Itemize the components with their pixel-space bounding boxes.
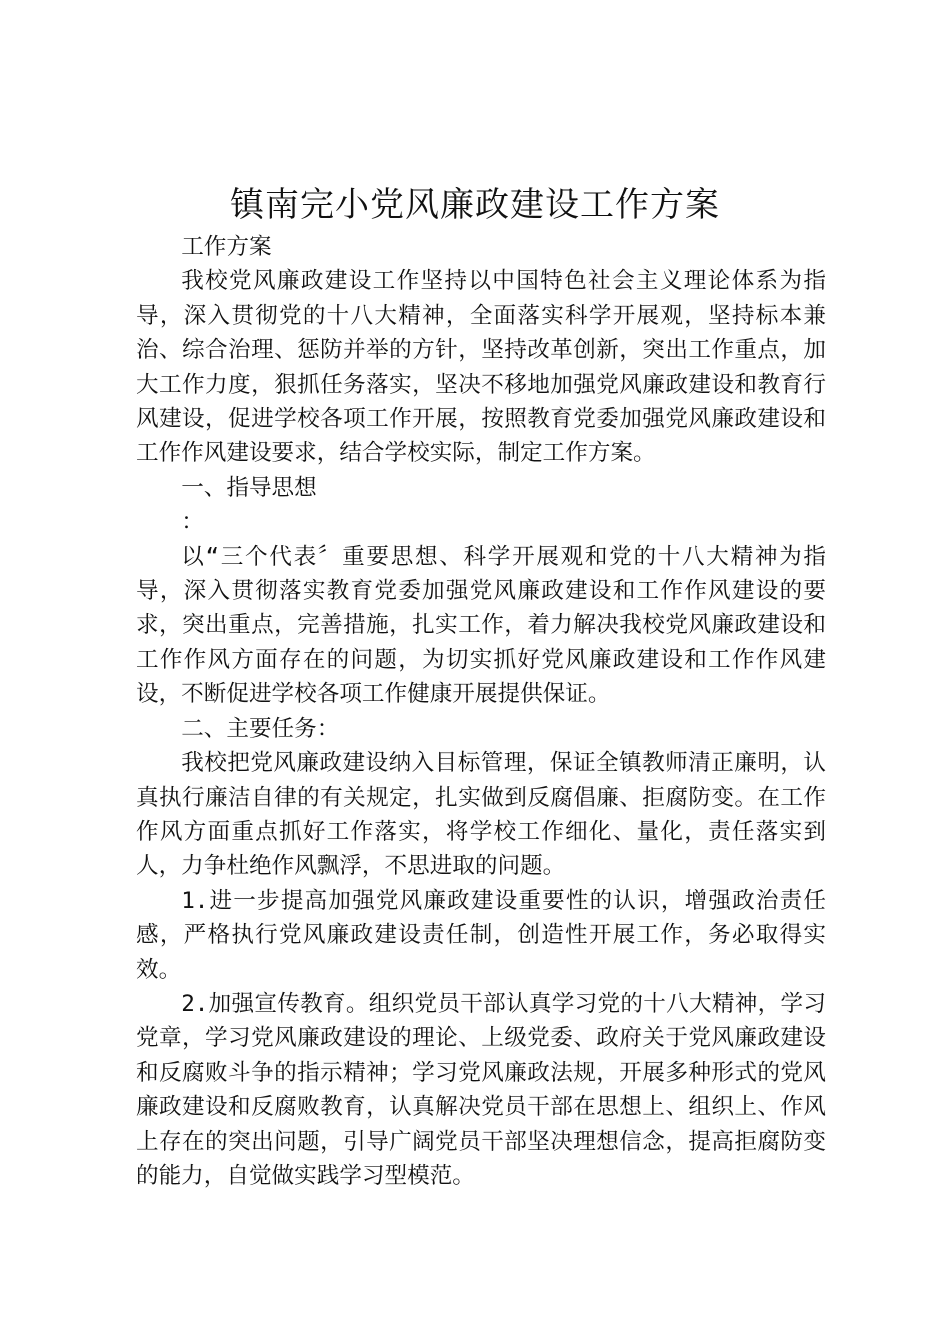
- paragraph-task-2: 2.加强宣传教育。组织党员干部认真学习党的十八大精神，学习党章，学习党风廉政建设的理论、上级党委、政府关于党风廉政建设和反腐败斗争的指示精神；学习党风廉政法规，开展多种形式的党风廉政建设和反腐败教育，认真解决党员干部在思想上、组织上、作风上存在的突出问题，引导广阔党员干部坚决理想信念，提高拒腐防变的能力，自觉做实践学习型模范。: [136, 990, 826, 1189]
- paragraph-colon: ：: [181, 509, 204, 536]
- paragraph-task-1: 1.进一步提高加强党风廉政建设重要性的认识，增强政治责任感，严格执行党风廉政建设责任制，创造性开展工作，务必取得实效。: [136, 887, 826, 983]
- paragraph-guiding-ideology: 以“三个代表〞重要思想、科学开展观和党的十八大精神为指导，深入贯彻落实教育党委加强党风廉政建设和工作作风建设的要求，突出重点，完善措施，扎实工作，着力解决我校党风廉政建设和工作作风方面存在的问题，为切实抓好党风廉政建设和工作作风建设，不断促进学校各项工作健康开展提供保证。: [136, 543, 826, 708]
- paragraph-subtitle: 工作方案: [181, 234, 272, 260]
- document-title: 镇南完小党风廉政建设工作方案: [230, 185, 720, 225]
- section-heading-main-tasks: 二、主要任务：: [181, 715, 340, 742]
- paragraph-main-tasks: 我校把党风廉政建设纳入目标管理，保证全镇教师清正廉明，认真执行廉洁自律的有关规定，扎实做到反腐倡廉、拒腐防变。在工作作风方面重点抓好工作落实，将学校工作细化、量化，责任落实到人，力争杜绝作风飘浮，不思进取的问题。: [136, 750, 826, 880]
- paragraph-intro: 我校党风廉政建设工作坚持以中国特色社会主义理论体系为指导，深入贯彻党的十八大精神，全面落实科学开展观，坚持标本兼治、综合治理、惩防并举的方针，坚持改革创新，突出工作重点，加大工作力度，狠抓任务落实，坚决不移地加强党风廉政建设和教育行风建设，促进学校各项工作开展，按照教育党委加强党风廉政建设和工作作风建设要求，结合学校实际，制定工作方案。: [136, 268, 826, 467]
- document-body: [136, 230, 826, 1193]
- section-heading-guiding-ideology: 一、指导思想: [181, 474, 317, 501]
